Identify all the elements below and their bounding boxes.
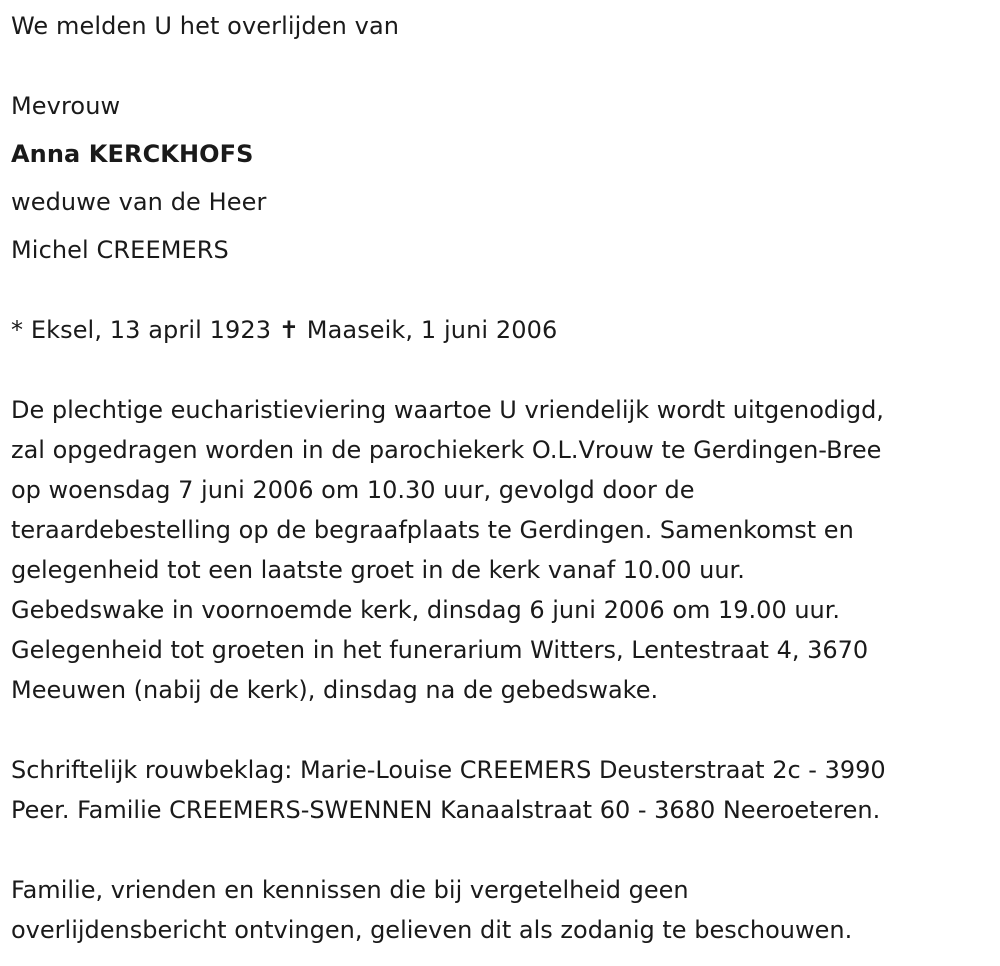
deceased-name: Anna KERCKHOFS [11, 140, 254, 168]
ceremony-line: op woensdag 7 juni 2006 om 10.30 uur, gevolgd door de [11, 476, 695, 504]
condolences-line: Schriftelijk rouwbeklag: Marie-Louise CREEMERS Deusterstraat 2c - 3990 [11, 756, 886, 784]
ceremony-line: Meeuwen (nabij de kerk), dinsdag na de gebedswake. [11, 676, 659, 704]
closing-paragraph [11, 870, 991, 950]
ceremony-line: zal opgedragen worden in de parochiekerk O.L.Vrouw te Gerdingen-Bree [11, 436, 882, 464]
ceremony-line: De plechtige eucharistieviering waartoe U vriendelijk wordt uitgenodigd, [11, 396, 884, 424]
closing-line: Familie, vrienden en kennissen die bij vergetelheid geen [11, 876, 689, 904]
spouse-name: Michel CREEMERS [11, 236, 229, 264]
ceremony-line: teraardebestelling op de begraafplaats te Gerdingen. Samenkomst en [11, 516, 854, 544]
condolences-line: Peer. Familie CREEMERS-SWENNEN Kanaalstraat 60 - 3680 Neeroeteren. [11, 796, 881, 824]
title-prefix: Mevrouw [11, 92, 121, 120]
ceremony-line: Gebedswake in voornoemde kerk, dinsdag 6 juni 2006 om 19.00 uur. [11, 596, 841, 624]
widow-line: weduwe van de Heer [11, 188, 267, 216]
birth-death-line: * Eksel, 13 april 1923 ✝ Maaseik, 1 juni 2006 [11, 316, 558, 344]
ceremony-line: Gelegenheid tot groeten in het funerarium Witters, Lentestraat 4, 3670 [11, 636, 869, 664]
intro-text: We melden U het overlijden van [11, 12, 400, 40]
closing-line: overlijdensbericht ontvingen, gelieven dit als zodanig te beschouwen. [11, 916, 853, 944]
ceremony-line: gelegenheid tot een laatste groet in de kerk vanaf 10.00 uur. [11, 556, 745, 584]
condolences-paragraph [11, 750, 991, 830]
ceremony-paragraph [11, 390, 991, 710]
